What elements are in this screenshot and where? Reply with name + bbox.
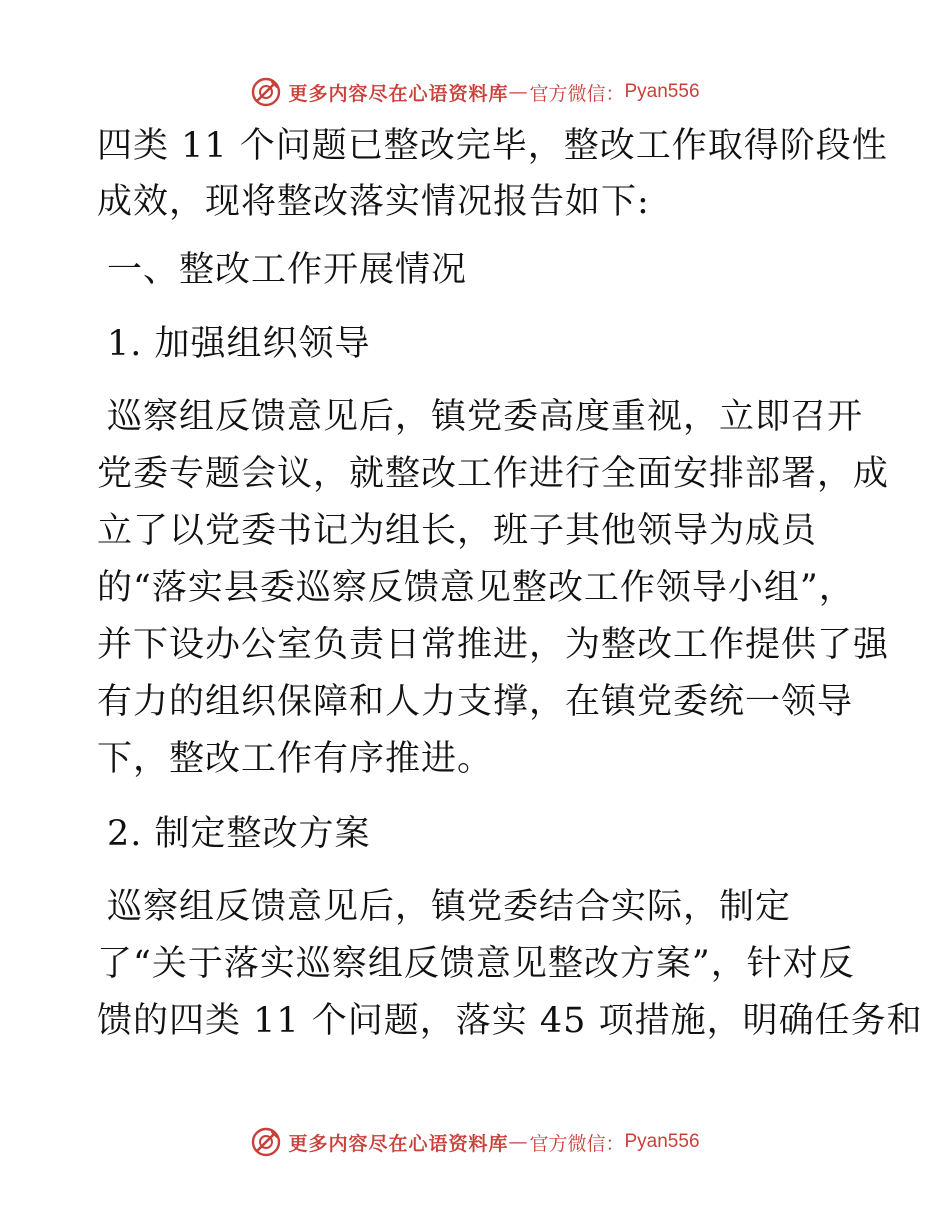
brand-logo-icon (250, 76, 282, 108)
paragraph-line: 四类 11 个问题已整改完毕，整改工作取得阶段性 (97, 126, 888, 166)
paragraph-line: 并下设办公室负责日常推进，为整改工作提供了强 (97, 625, 890, 665)
watermark-site-text: 更多内容尽在心语资料库 (288, 82, 509, 105)
section-heading: 一、整改工作开展情况 (107, 250, 468, 290)
paragraph-line: 成效，现将整改落实情况报告如下: (97, 182, 650, 222)
watermark-wechat-label: 官方微信： (529, 1132, 625, 1155)
paragraph-line: 有力的组织保障和人力支撑，在镇党委统一领导 (97, 682, 854, 722)
paragraph-line: 巡察组反馈意见后，镇党委高度重视，立即召开 (107, 397, 864, 437)
subsection-heading: 1. 加强组织领导 (107, 324, 371, 364)
paragraph-line: 党委专题会议，就整改工作进行全面安排部署，成 (97, 454, 890, 494)
watermark-wechat-id: Pyan556 (624, 1131, 700, 1152)
watermark-wechat-label: 官方微信： (529, 82, 625, 105)
watermark-separator: — (508, 1131, 528, 1153)
watermark-separator: — (508, 81, 528, 103)
paragraph-line: 立了以党委书记为组长，班子其他领导为成员 (97, 511, 818, 551)
paragraph-line: 馈的四类 11 个问题，落实 45 项措施，明确任务和 (97, 1001, 923, 1041)
watermark-site-text: 更多内容尽在心语资料库 (288, 1132, 509, 1155)
watermark-wechat-id: Pyan556 (624, 81, 700, 102)
paragraph-line: 了“关于落实巡察组反馈意见整改方案”，针对反 (97, 944, 855, 984)
watermark-banner-bottom (0, 1122, 950, 1162)
brand-logo-icon (250, 1126, 282, 1158)
document-body (97, 120, 923, 1050)
paragraph-line: 的“落实县委巡察反馈意见整改工作领导小组”， (97, 568, 855, 608)
paragraph-line: 巡察组反馈意见后，镇党委结合实际，制定 (107, 887, 792, 927)
paragraph-line: 下，整改工作有序推进。 (97, 739, 494, 779)
watermark-banner-top (0, 72, 950, 112)
subsection-heading: 2. 制定整改方案 (107, 814, 371, 854)
